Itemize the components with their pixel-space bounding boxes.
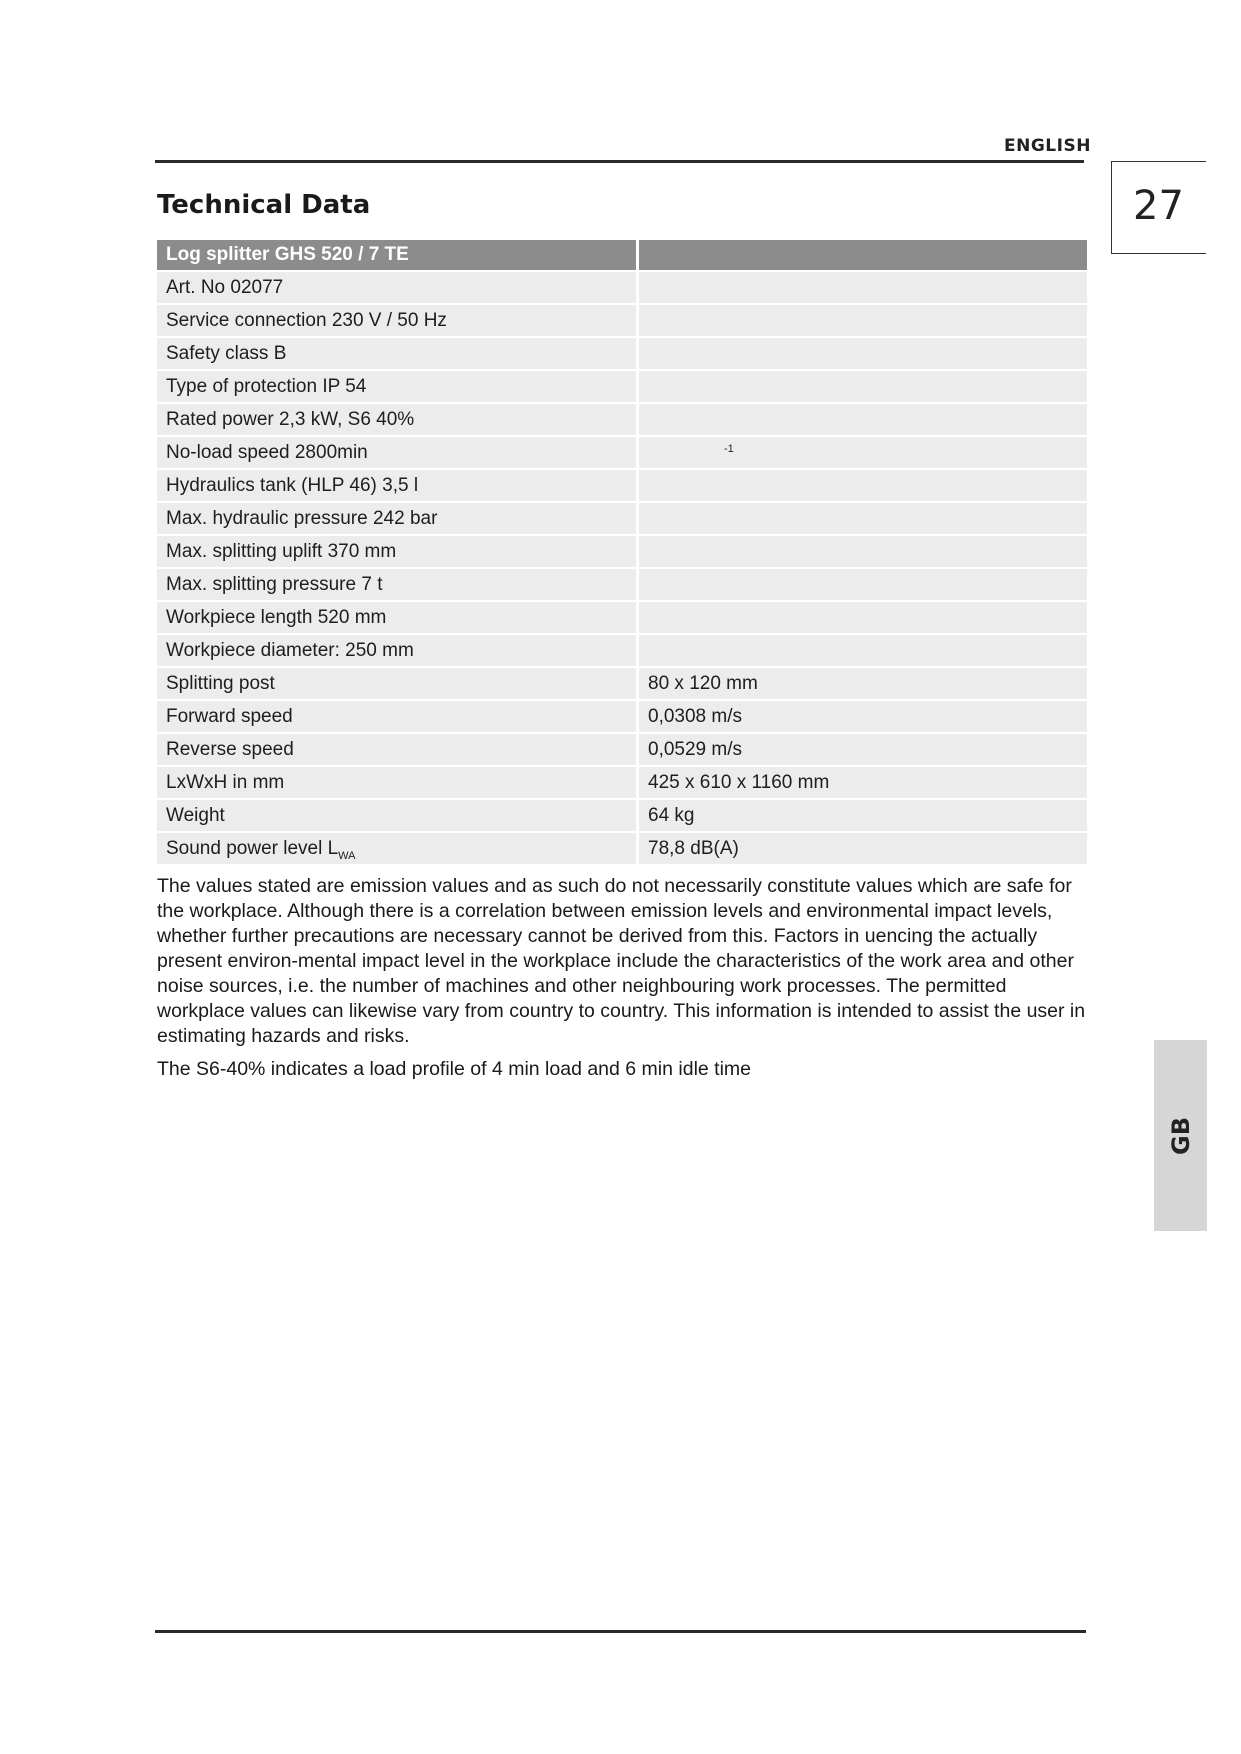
table-row bbox=[157, 404, 1087, 437]
notes-block bbox=[157, 874, 1087, 1090]
row-label: Max. splitting pressure 7 t bbox=[157, 569, 639, 602]
table-row bbox=[157, 503, 1087, 536]
row-value: 80 x 120 mm bbox=[639, 668, 1087, 701]
row-value: 0,0308 m/s bbox=[639, 701, 1087, 734]
table-row bbox=[157, 668, 1087, 701]
row-value bbox=[639, 536, 1087, 569]
row-value: 425 x 610 x 1160 mm bbox=[639, 767, 1087, 800]
footer-rule bbox=[155, 1630, 1086, 1633]
row-label: Reverse speed bbox=[157, 734, 639, 767]
table-row bbox=[157, 371, 1087, 404]
row-value bbox=[639, 404, 1087, 437]
load-profile-note-paragraph: The S6-40% indicates a load profile of 4 min load and 6 min idle time bbox=[157, 1058, 751, 1080]
language-side-tab-label: GB bbox=[1166, 1116, 1195, 1155]
row-label: Workpiece length 520 mm bbox=[157, 602, 639, 635]
table-row bbox=[157, 635, 1087, 668]
table-row bbox=[157, 701, 1087, 734]
row-label: LxWxH in mm bbox=[157, 767, 639, 800]
table-row bbox=[157, 470, 1087, 503]
row-value bbox=[639, 272, 1087, 305]
row-label: Weight bbox=[157, 800, 639, 833]
section-title: Technical Data bbox=[157, 190, 371, 220]
table-row bbox=[157, 569, 1087, 602]
row-value: 78,8 dB(A) bbox=[639, 833, 1087, 866]
table-row bbox=[157, 734, 1087, 767]
technical-data-table bbox=[157, 240, 1087, 866]
row-value: 0,0529 m/s bbox=[639, 734, 1087, 767]
table-row bbox=[157, 800, 1087, 833]
row-label: Art. No 02077 bbox=[157, 272, 639, 305]
page-number: 27 bbox=[1133, 183, 1184, 229]
table-row bbox=[157, 602, 1087, 635]
row-label: Service connection 230 V / 50 Hz bbox=[157, 305, 639, 338]
emission-note-paragraph: The values stated are emission values and as such do not necessarily constitute values which are safe for the workplace. Although there is a correlation between emission levels and environmental impact levels, whether further precautions are necessary cannot be derived from this. Factors in uencing the actually present environ-mental impact level in the workplace include the characteristics of the work area and other noise sources, i.e. the number of machines and other neighbouring work processes. The permitted workplace values can likewise vary from country to country. This information is intended to assist the user in estimating hazards and risks. bbox=[157, 875, 1086, 1047]
row-label: Sound power level L bbox=[166, 837, 339, 859]
row-label: Type of protection IP 54 bbox=[157, 371, 639, 404]
row-value bbox=[639, 602, 1087, 635]
row-label: Splitting post bbox=[157, 668, 639, 701]
row-label: Workpiece diameter: 250 mm bbox=[157, 635, 639, 668]
row-label: Hydraulics tank (HLP 46) 3,5 l bbox=[157, 470, 639, 503]
row-value bbox=[639, 371, 1087, 404]
header-rule bbox=[155, 160, 1084, 163]
table-row bbox=[157, 338, 1087, 371]
row-value bbox=[639, 305, 1087, 338]
label-subscript: WA bbox=[338, 849, 356, 862]
row-value bbox=[639, 503, 1087, 536]
row-label: Max. hydraulic pressure 242 bar bbox=[157, 503, 639, 536]
row-value bbox=[639, 635, 1087, 668]
table-row bbox=[157, 767, 1087, 800]
table-row bbox=[157, 272, 1087, 305]
row-label: Safety class B bbox=[157, 338, 639, 371]
language-side-tab-label-wrap bbox=[1154, 1040, 1207, 1231]
table-row bbox=[157, 536, 1087, 569]
row-value-superscript-cell bbox=[639, 437, 1087, 470]
row-value: 64 kg bbox=[639, 800, 1087, 833]
row-label: Forward speed bbox=[157, 701, 639, 734]
table-row bbox=[157, 305, 1087, 338]
row-value bbox=[639, 470, 1087, 503]
table-header-value bbox=[639, 240, 1087, 272]
table-row bbox=[157, 833, 1087, 866]
row-value bbox=[639, 569, 1087, 602]
table-header-label: Log splitter GHS 520 / 7 TE bbox=[157, 240, 639, 272]
table-header-row bbox=[157, 240, 1087, 272]
row-label: No-load speed 2800min bbox=[157, 437, 639, 470]
table-row bbox=[157, 437, 1087, 470]
row-label: Max. splitting uplift 370 mm bbox=[157, 536, 639, 569]
row-value bbox=[639, 338, 1087, 371]
language-label: ENGLISH bbox=[1004, 136, 1091, 156]
row-label-with-subscript bbox=[157, 833, 639, 866]
row-label: Rated power 2,3 kW, S6 40% bbox=[157, 404, 639, 437]
speed-unit-superscript: -1 bbox=[724, 442, 734, 455]
